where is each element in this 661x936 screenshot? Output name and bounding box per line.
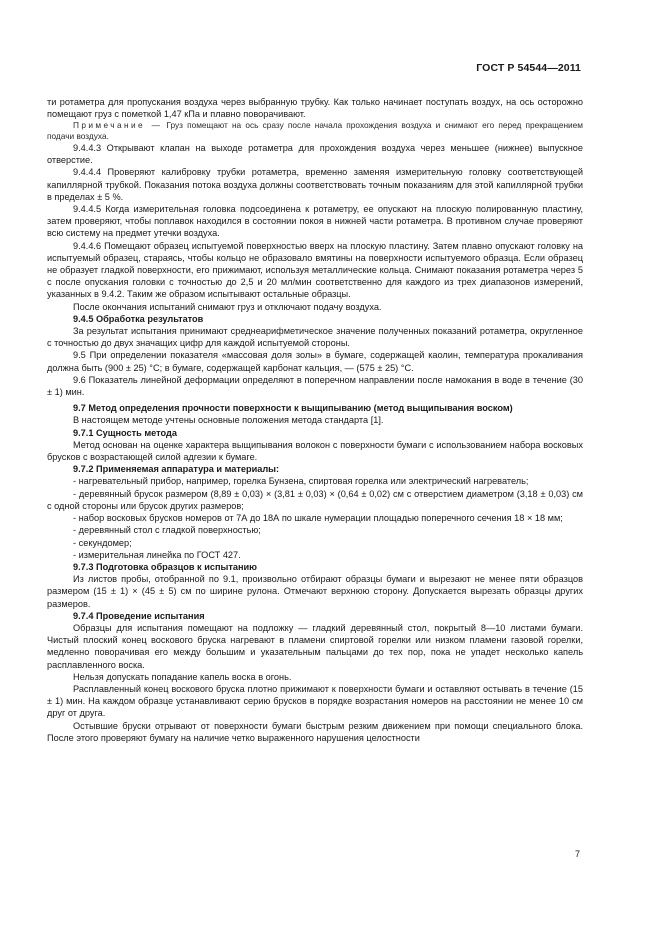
- list-item: - измерительная линейка по ГОСТ 427.: [73, 549, 241, 560]
- standard-code-header: ГОСТ Р 54544—2011: [476, 62, 581, 74]
- section-heading: 9.7.1 Сущность метода: [73, 427, 177, 438]
- section-heading: 9.7 Метод определения прочности поверхности к выщипыванию (метод выщипывания воском): [73, 403, 513, 414]
- list-item: - набор восковых брусков номеров от 7А до 18А по шкале нумерации площадью поперечного сечения 18 × 18 мм;: [73, 513, 563, 524]
- section-heading: 9.4.5 Обработка результатов: [73, 313, 204, 324]
- note-text: Груз помещают на ось сразу после начала прохождения воздуха и снимают его перед прекращением подачи воздуха.: [47, 120, 583, 142]
- paragraph: 9.4.4.5 Когда измерительная головка подсоединена к ротаметру, ее опускают на плоскую полированную пластину, затем проверяют, чтобы поплавок находился в состоянии покоя в нижней части ротаметра. В противном случае проверяют всю систему на предмет утечки воздуха.: [47, 204, 583, 239]
- list-item: - секундомер;: [73, 537, 132, 548]
- list-item: - деревянный стол с гладкой поверхностью;: [73, 525, 261, 536]
- page-number: 7: [575, 849, 581, 859]
- paragraph: Образцы для испытания помещают на подложку — гладкий деревянный стол, покрытый 8—10 листами бумаги. Чистый плоский конец воскового бруска нагревают в пламени спиртовой горелки или низком пламени газовой горелки, медленно поворачивая его между большим и указательным пальцами до тех пор, пока не упадет несколько капель расплавленного воска.: [47, 622, 583, 670]
- paragraph: ти ротаметра для пропускания воздуха через выбранную трубку. Как только начинает поступать воздух, на ось осторожно помещают груз с пометкой 1,47 кПа и плавно поворачивают.: [47, 97, 583, 120]
- paragraph: 9.4.4.3 Открывают клапан на выходе ротаметра для прохождения воздуха через меньшее (нижнее) выпускное отверстие.: [47, 143, 583, 166]
- section-heading: 9.7.2 Применяемая аппаратура и материалы:: [73, 464, 280, 475]
- paragraph: 9.6 Показатель линейной деформации определяют в поперечном направлении после намокания в воде в течение (30 ± 1) мин.: [47, 374, 583, 398]
- paragraph: Расплавленный конец воскового бруска плотно прижимают к поверхности бумаги и оставляют остывать в течение (15 ± 1) мин. На каждом образце устанавливают серию брусков в порядке возрастания номеров на расстоянии не менее 10 см друг от друга.: [47, 683, 583, 719]
- paragraph: Метод основан на оценке характера выщипывания волокон с поверхности бумаги с использованием набора восковых брусков с возрастающей силой адгезии к бумаге.: [47, 439, 583, 463]
- section-heading: 9.7.4 Проведение испытания: [73, 610, 205, 621]
- paragraph: 9.5 При определении показателя «массовая доля золы» в бумаге, содержащей каолин, температура прокаливания должна быть (900 ± 25) °С; в бумаге, содержащей карбонат кальция, — (575 ± 25) °С.: [47, 350, 583, 373]
- paragraph: В настоящем методе учтены основные положения метода стандарта [1].: [73, 415, 384, 426]
- list-item: - деревянный брусок размером (8,89 ± 0,03) × (3,81 ± 0,03) × (0,64 ± 0,02) см с отверстием диаметром (3,18 ± 0,03) см с одной стороны или брусок других размеров;: [47, 488, 583, 511]
- paragraph: Из листов пробы, отобранной по 9.1, произвольно отбирают образцы бумаги и вырезают не менее пяти образцов размером (15 ± 1) × (45 ± 5) см по ширине рулона. Отмечают верхнюю сторону. Допускается вырезать образцы других размеров.: [47, 574, 583, 609]
- section-heading: 9.7.3 Подготовка образцов к испытанию: [73, 561, 258, 572]
- note-label: Примечание —: [73, 120, 163, 131]
- paragraph: После окончания испытаний снимают груз и отключают подачу воздуха.: [73, 301, 382, 312]
- note-block: [47, 120, 583, 142]
- paragraph: 9.4.4.4 Проверяют калибровку трубки ротаметра, временно заменяя измерительную головку соответствующей капиллярной трубкой. Показания потока воздуха должны соответствовать точным показаниям для этой капиллярной трубки в пределах ± 5 %.: [47, 167, 583, 202]
- paragraph: 9.4.4.6 Помещают образец испытуемой поверхностью вверх на плоскую пластину. Затем плавно опускают головку на испытуемый образец, стараясь, чтобы кольцо не образовало вмятины на поверхности испытуемого образца. Если образец не образует гладкой поверхности, его прижимают, используя металлические кольца. Снимают показания ротаметра через 5 с после опускания головки с точностью до 2,5 и 20 мл/мин соответственно для каждого из трех диапазонов измерений, указанных в 9.4.2. Таким же образом испытывают остальные образцы.: [47, 240, 583, 300]
- paragraph: Остывшие бруски отрывают от поверхности бумаги быстрым резким движением при помощи специального блока. После этого проверяют бумагу на наличие четко выраженного нарушения целостности: [47, 720, 583, 743]
- list-item: - нагревательный прибор, например, горелка Бунзена, спиртовая горелка или электрический нагреватель;: [73, 476, 529, 487]
- paragraph: За результат испытания принимают среднеарифметическое значение полученных показаний ротаметра, округленное с точностью до двух значащих цифр для каждой испытуемой стороны.: [47, 326, 583, 349]
- paragraph: Нельзя допускать попадание капель воска в огонь.: [73, 671, 292, 682]
- page-body: [47, 96, 583, 744]
